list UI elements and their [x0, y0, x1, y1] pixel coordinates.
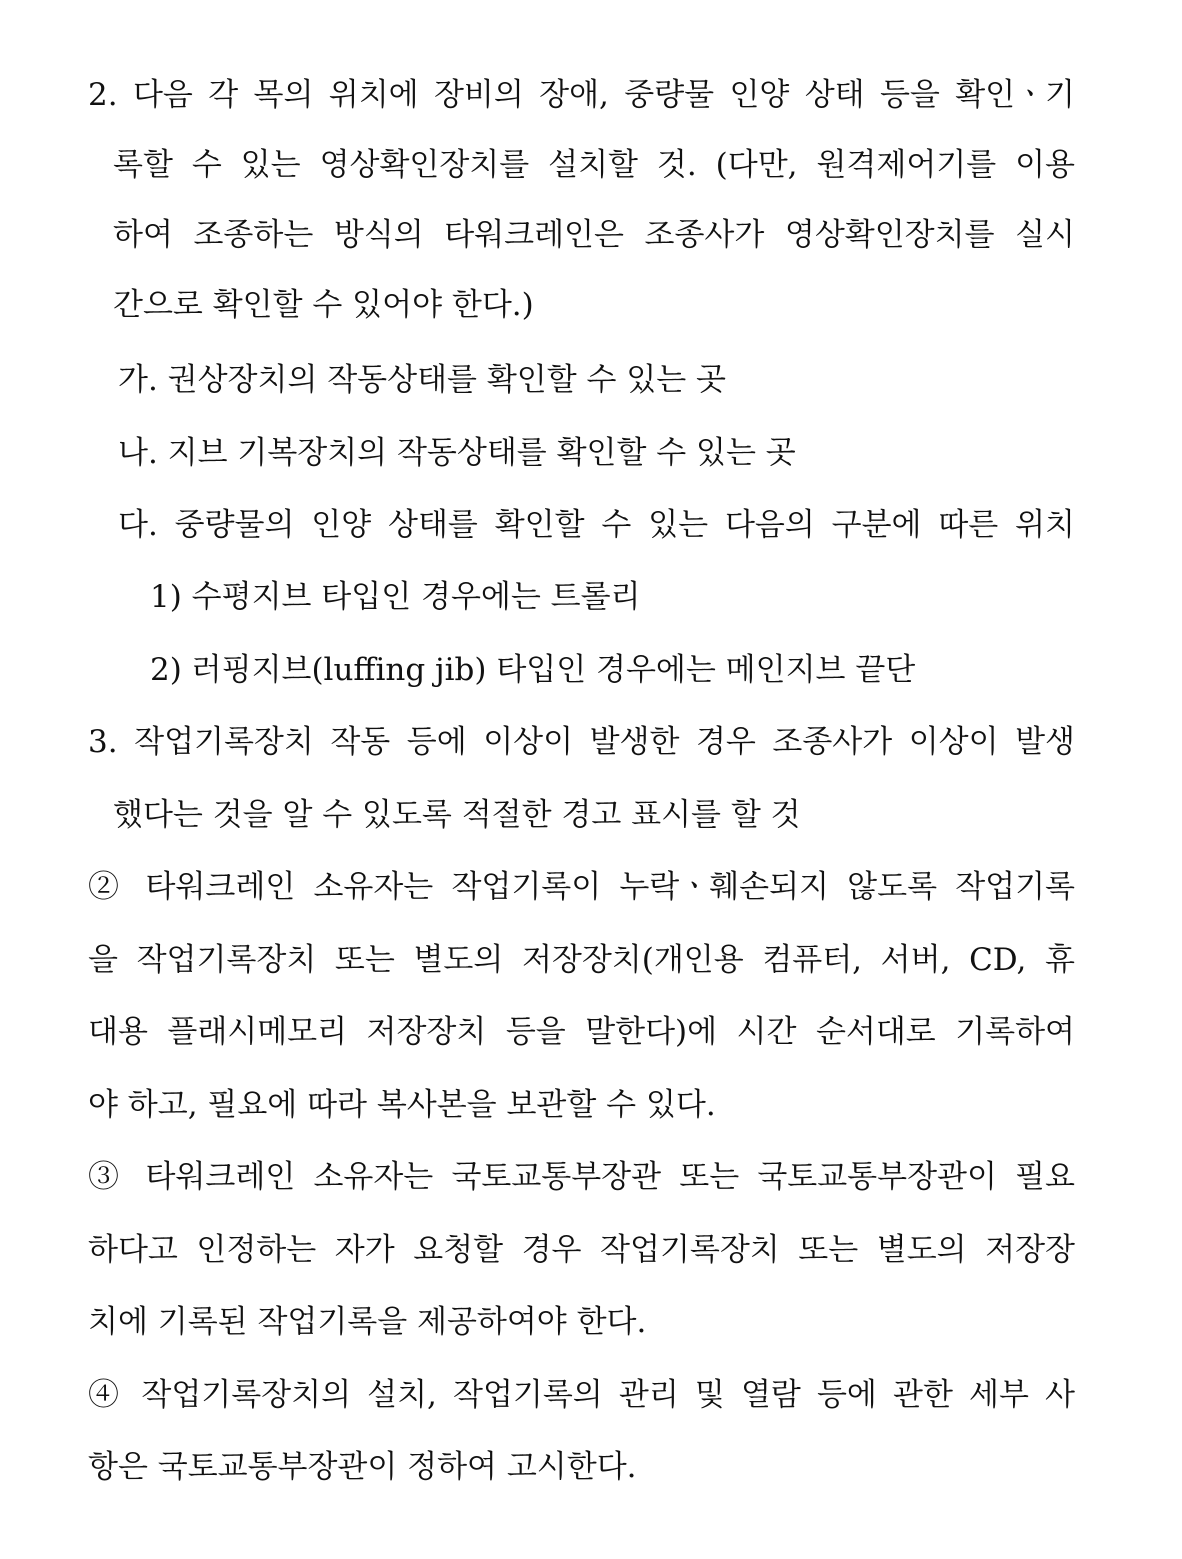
text-line: 간으로 확인할 수 있어야 한다.)	[113, 287, 534, 323]
text-line: 치에 기록된 작업기록을 제공하여야 한다.	[88, 1304, 647, 1340]
text-line: 대용 플래시메모리 저장장치 등을 말한다)에 시간 순서대로 기록하여	[88, 1014, 1075, 1050]
text-line: 2) 러핑지브(luffing jib) 타입인 경우에는 메인지브 끝단	[150, 652, 916, 688]
text-line: 나. 지브 기복장치의 작동상태를 확인할 수 있는 곳	[118, 435, 796, 471]
text-line: 록할 수 있는 영상확인장치를 설치할 것. (다만, 원격제어기를 이용	[113, 147, 1075, 183]
text-line: ③ 타워크레인 소유자는 국토교통부장관 또는 국토교통부장관이 필요	[88, 1159, 1075, 1195]
text-line: 3. 작업기록장치 작동 등에 이상이 발생한 경우 조종사가 이상이 발생	[88, 724, 1075, 760]
text-line: ② 타워크레인 소유자는 작업기록이 누락ㆍ훼손되지 않도록 작업기록	[88, 869, 1075, 905]
text-line: 야 하고, 필요에 따라 복사본을 보관할 수 있다.	[88, 1087, 716, 1123]
text-line: 2. 다음 각 목의 위치에 장비의 장애, 중량물 인양 상태 등을 확인ㆍ기	[88, 77, 1075, 113]
text-line: 항은 국토교통부장관이 정하여 고시한다.	[88, 1449, 637, 1485]
text-line: 을 작업기록장치 또는 별도의 저장장치(개인용 컴퓨터, 서버, CD, 휴	[88, 942, 1075, 978]
text-line: ④ 작업기록장치의 설치, 작업기록의 관리 및 열람 등에 관한 세부 사	[88, 1377, 1075, 1413]
text-line: 1) 수평지브 타입인 경우에는 트롤리	[150, 579, 641, 615]
text-line: 했다는 것을 알 수 있도록 적절한 경고 표시를 할 것	[113, 797, 801, 833]
text-line: 하여 조종하는 방식의 타워크레인은 조종사가 영상확인장치를 실시	[113, 217, 1075, 253]
text-line: 하다고 인정하는 자가 요청할 경우 작업기록장치 또는 별도의 저장장	[88, 1232, 1075, 1268]
text-line: 가. 권상장치의 작동상태를 확인할 수 있는 곳	[118, 362, 727, 398]
text-line: 다. 중량물의 인양 상태를 확인할 수 있는 다음의 구분에 따른 위치	[118, 507, 1075, 543]
